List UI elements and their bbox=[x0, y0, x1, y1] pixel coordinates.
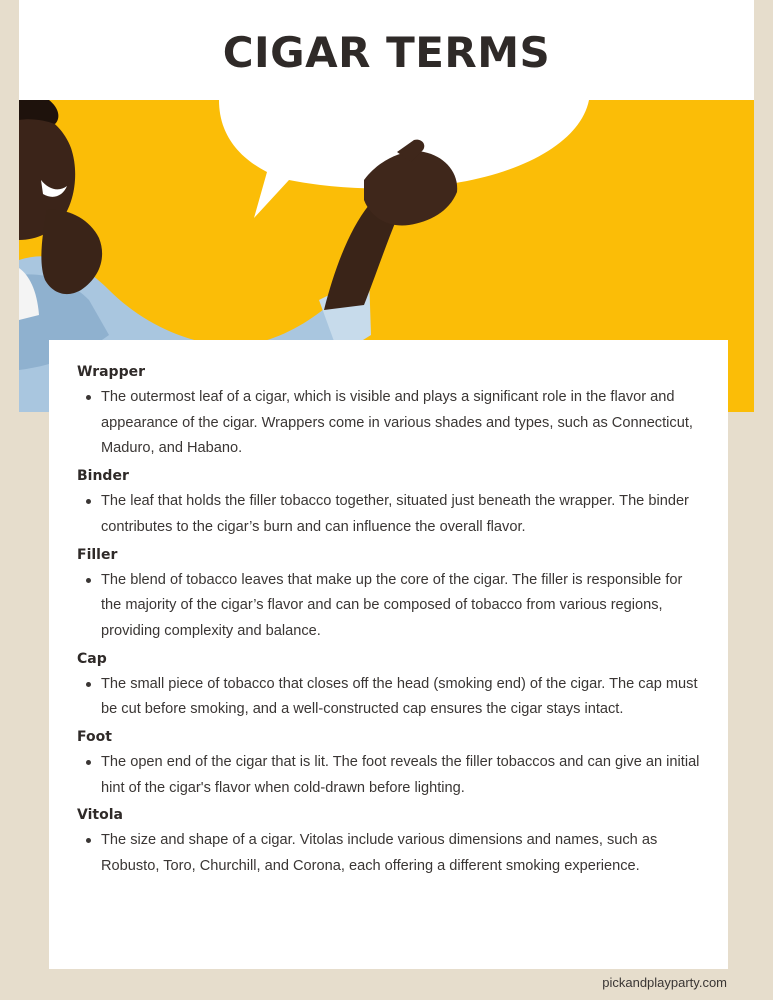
term-binder bbox=[77, 466, 700, 540]
term-title: Binder bbox=[77, 468, 129, 485]
terms-panel bbox=[49, 340, 728, 969]
terms-list bbox=[49, 340, 728, 880]
term-title: Foot bbox=[77, 729, 112, 746]
page-title: CIGAR TERMS bbox=[222, 27, 551, 77]
page-header bbox=[19, 0, 754, 100]
term-foot bbox=[77, 727, 700, 801]
term-definition: The small piece of tobacco that closes off the head (smoking end) of the cigar. The cap must be cut before smoking, and a well-constructed cap ensures the cigar stays intact. bbox=[101, 672, 700, 723]
term-definition: The size and shape of a cigar. Vitolas include various dimensions and names, such as Robusto, Toro, Churchill, and Corona, each offering a different smoking experience. bbox=[101, 828, 700, 879]
term-vitola bbox=[77, 805, 700, 879]
footer-site-link: pickandplayparty.com bbox=[602, 975, 727, 990]
term-definition: The outermost leaf of a cigar, which is visible and plays a significant role in the flavor and appearance of the cigar. Wrappers come in various shades and types, such as Connecticut, Maduro, and Habano. bbox=[101, 385, 700, 462]
term-definition: The leaf that holds the filler tobacco together, situated just beneath the wrapper. The binder contributes to the cigar’s burn and can influence the overall flavor. bbox=[101, 489, 700, 540]
term-title: Cap bbox=[77, 650, 107, 667]
term-definition: The blend of tobacco leaves that make up the core of the cigar. The filler is responsible for the majority of the cigar’s flavor and can be composed of tobacco from various regions, providing complexity and balance. bbox=[101, 568, 700, 645]
term-wrapper bbox=[77, 362, 700, 462]
term-cap bbox=[77, 649, 700, 723]
term-title: Filler bbox=[77, 546, 118, 563]
term-filler bbox=[77, 545, 700, 645]
term-title: Vitola bbox=[77, 807, 123, 824]
term-definition: The open end of the cigar that is lit. The foot reveals the filler tobaccos and can give an initial hint of the cigar's flavor when cold-drawn before lighting. bbox=[101, 750, 700, 801]
term-title: Wrapper bbox=[77, 364, 145, 380]
